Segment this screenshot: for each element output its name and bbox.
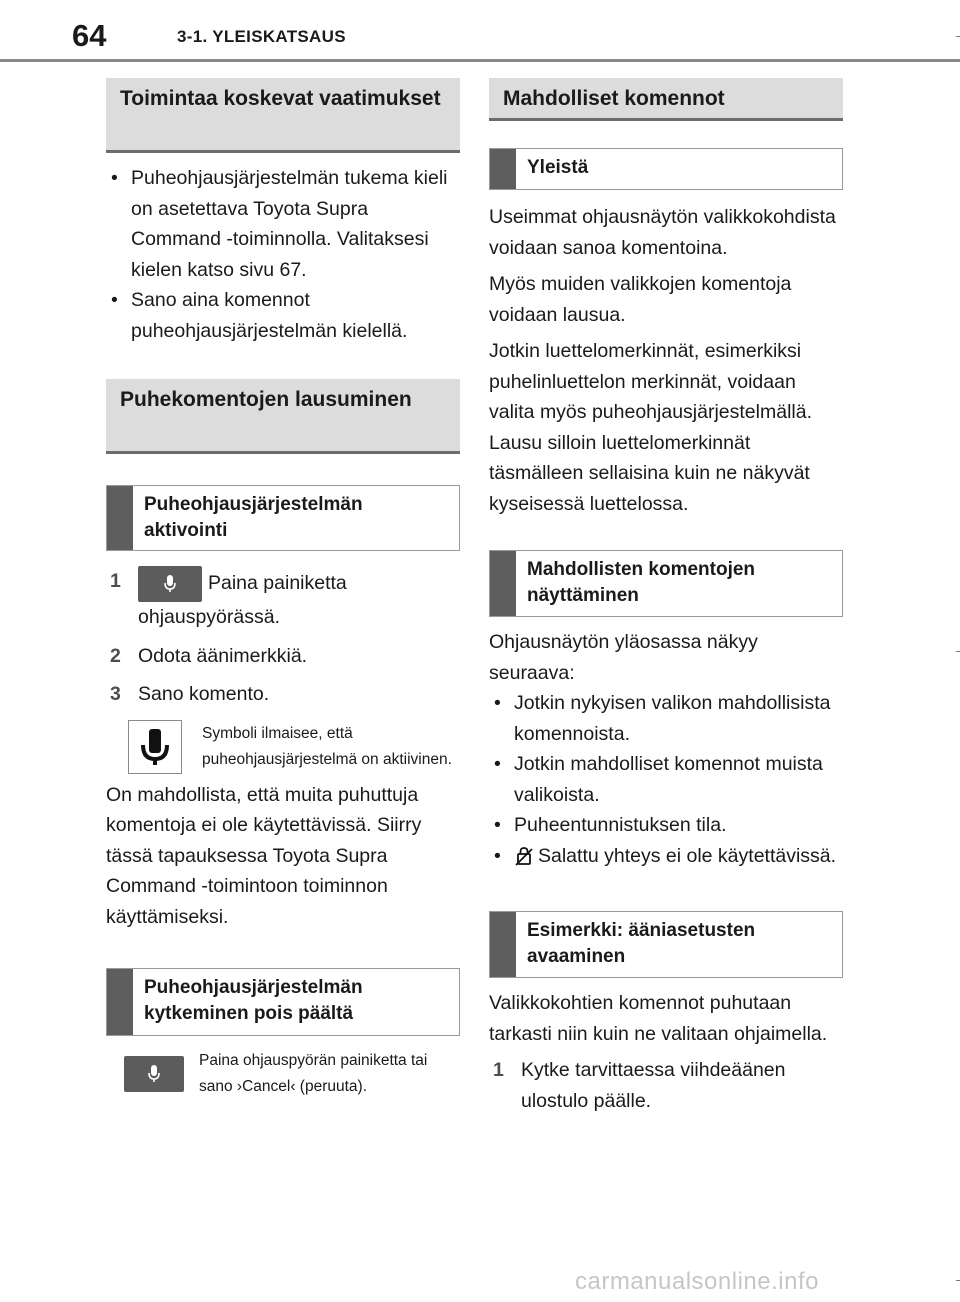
symbol-note: Symboli ilmaisee, että puheohjausjärjestelmä on aktiivinen. xyxy=(106,720,460,774)
turn-off-heading: Puheohjausjärjestelmän kytkeminen pois päältä xyxy=(106,968,460,1036)
commands-heading: Mahdolliset komennot xyxy=(489,78,843,121)
general-heading: Yleistä xyxy=(489,148,843,190)
availability-paragraph: On mahdollista, että muita puhuttuja komentoja ei ole käytettävissä. Siirry tässä tapauksessa Toyota Supra Command -toimintoon toiminnon käyttämiseksi. xyxy=(106,783,422,928)
example-paragraph: Valikkokohtien komennot puhutaan tarkasti niin kuin ne valitaan ohjaimella. xyxy=(489,992,828,1045)
list-item: • Jotkin nykyisen valikon mahdollisista komennoista. xyxy=(489,688,843,749)
display-commands-heading: Mahdollisten komentojen näyttäminen xyxy=(489,550,843,617)
list-item: • Salattu yhteys ei ole käytettävissä. xyxy=(489,841,843,876)
requirements-list xyxy=(106,163,460,346)
voice-button-icon xyxy=(124,1056,184,1092)
general-paragraph: Myös muiden valikkojen komentoja voidaan lausua. xyxy=(489,273,792,326)
activate-heading: Puheohjausjärjestelmän aktivointi xyxy=(106,485,460,551)
general-paragraph: Useimmat ohjausnäytön valikkokohdista voidaan sanoa komentoina. xyxy=(489,206,836,259)
example-heading: Esimerkki: ääniasetusten avaaminen xyxy=(489,911,843,978)
step-2: 2 Odota äänimerkkiä. xyxy=(110,644,308,667)
list-item: • Puheentunnistuksen tila. xyxy=(489,810,843,841)
step-3: 3 Sano komento. xyxy=(110,683,270,705)
crop-mark xyxy=(956,36,960,37)
general-paragraph: Jotkin luettelomerkinnät, esimerkiksi puhelinluettelon merkinnät, voidaan valita myös puheohjausjärjestelmällä. Lausu silloin luettelomerkinnät täsmälleen sellaisina kuin ne näkyvät kyseisessä luettelossa. xyxy=(489,340,812,515)
display-intro: Ohjausnäytön yläosassa näkyy seuraava: xyxy=(489,631,758,684)
speak-heading: Puhekomentojen lausuminen xyxy=(106,379,460,454)
list-item: • Puheohjausjärjestelmän tukema kieli on asetettava Toyota Supra Command -toiminnolla. Valitaksesi kielen katso sivu 67. xyxy=(106,163,460,285)
example-step-1: 1 Kytke tarvittaessa viihdeäänen ulostulo päälle. xyxy=(493,1059,786,1112)
requirements-heading: Toimintaa koskevat vaatimukset xyxy=(106,78,460,153)
turn-off-note: Paina ohjauspyörän painiketta tai sano ›Cancel‹ (peruuta). xyxy=(106,1048,460,1099)
step-1: 1 Paina painiketta ohjauspyörässä. xyxy=(106,566,460,633)
right-column xyxy=(489,78,843,1116)
microphone-icon xyxy=(128,720,182,774)
display-list xyxy=(489,688,843,875)
crop-mark xyxy=(956,1280,960,1281)
list-item: • Sano aina komennot puheohjausjärjestelmän kielellä. xyxy=(106,285,460,346)
list-item: • Jotkin mahdolliset komennot muista valikoista. xyxy=(489,749,843,810)
left-column xyxy=(106,78,460,1099)
voice-button-icon xyxy=(138,566,202,602)
watermark: carmanualsonline.info xyxy=(575,1268,819,1295)
page-number: 64 xyxy=(72,18,107,53)
header-rule xyxy=(0,59,960,62)
encryption-disabled-icon xyxy=(514,845,534,876)
crop-mark xyxy=(956,651,960,652)
section-title: 3-1. YLEISKATSAUS xyxy=(177,27,346,46)
